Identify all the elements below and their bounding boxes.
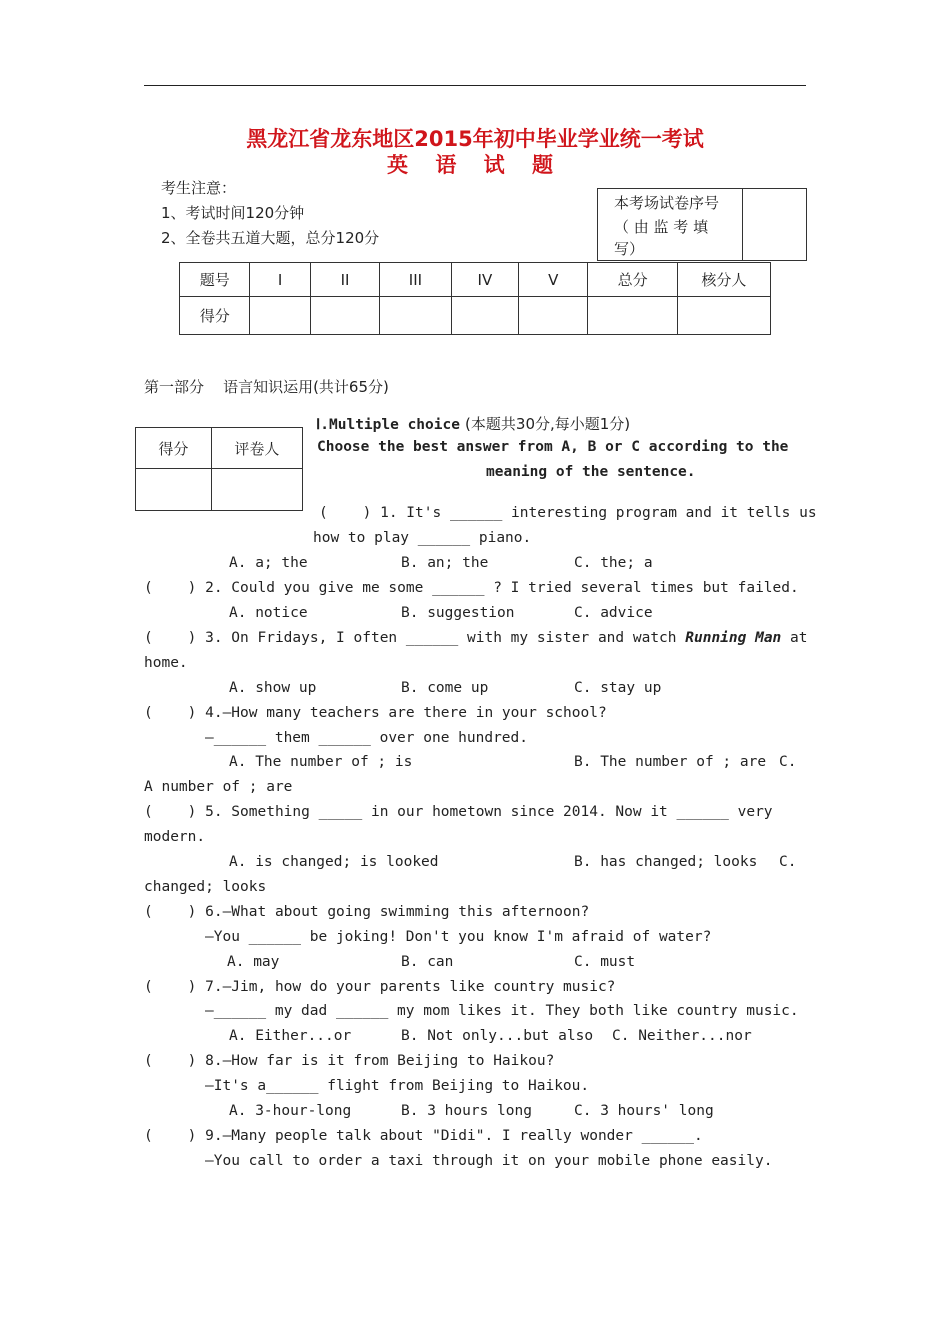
q2-option-a: A. notice bbox=[229, 605, 308, 621]
q7-option-a: A. Either...or bbox=[229, 1028, 352, 1044]
score-cell-iii[interactable] bbox=[380, 297, 451, 335]
q8-option-c: C. 3 hours' long bbox=[574, 1103, 714, 1119]
grader-cell-score[interactable] bbox=[136, 469, 212, 511]
notice-line-2: 2、全卷共五道大题，总分120分 bbox=[161, 229, 380, 247]
q4-stem: ( ) 4.—How many teachers are there in your school? bbox=[144, 705, 607, 721]
q2-stem: ( ) 2. Could you give me some ______ ? I tried several times but failed. bbox=[144, 580, 799, 596]
grader-header-score: 得分 bbox=[136, 428, 212, 469]
score-header-v: V bbox=[519, 263, 588, 297]
q4-option-c-mark: C. bbox=[779, 754, 797, 770]
q6-option-a: A. may bbox=[227, 954, 280, 970]
score-cell-ii[interactable] bbox=[310, 297, 379, 335]
notice-line-1: 1、考试时间120分钟 bbox=[161, 204, 305, 222]
seat-box-label-3: 写） bbox=[614, 240, 645, 258]
q5-option-c: changed; looks bbox=[144, 879, 267, 895]
score-header-checker: 核分人 bbox=[677, 263, 770, 297]
grader-header-grader: 评卷人 bbox=[211, 428, 302, 469]
section-note: (本题共30分,每小题1分) bbox=[465, 415, 631, 433]
q7-option-b: B. Not only...but also bbox=[401, 1028, 594, 1044]
instruction-line-2: meaning of the sentence. bbox=[486, 464, 696, 480]
q5-stem-cont: modern. bbox=[144, 829, 206, 845]
seat-box-label-1: 本考场试卷序号 bbox=[614, 194, 720, 212]
q6-stem: ( ) 6.—What about going swimming this afternoon? bbox=[144, 904, 590, 920]
q5-option-a: A. is changed; is looked bbox=[229, 854, 439, 870]
q7-stem: ( ) 7.—Jim, how do your parents like country music? bbox=[144, 979, 616, 995]
score-header-total: 总分 bbox=[588, 263, 677, 297]
q3-option-a: A. show up bbox=[229, 680, 317, 696]
q2-option-c: C. advice bbox=[574, 605, 653, 621]
score-cell-iv[interactable] bbox=[451, 297, 518, 335]
score-row-label: 得分 bbox=[180, 297, 250, 335]
instruction-line-1: Choose the best answer from A, B or C according to the bbox=[317, 439, 789, 455]
q7-option-c: C. Neither...nor bbox=[612, 1028, 752, 1044]
q8-answer-line: —It's a______ flight from Beijing to Haikou. bbox=[205, 1078, 590, 1094]
q3-stem-text: ( ) 3. On Fridays, I often ______ with my sister and watch bbox=[144, 630, 686, 646]
exam-subtitle: 英 语 试 题 bbox=[387, 153, 563, 177]
score-cell-checker[interactable] bbox=[677, 297, 770, 335]
header-rule bbox=[144, 85, 806, 86]
score-table bbox=[179, 262, 771, 335]
q3-stem bbox=[144, 630, 807, 646]
seat-box-label-2: （ 由 监 考 填 bbox=[614, 218, 709, 236]
q5-option-c-mark: C. bbox=[779, 854, 797, 870]
q6-option-b: B. can bbox=[401, 954, 454, 970]
q4-option-b: B. The number of ; are bbox=[574, 754, 767, 770]
seat-number-box bbox=[597, 188, 807, 261]
q6-option-c: C. must bbox=[574, 954, 636, 970]
q3-option-c: C. stay up bbox=[574, 680, 662, 696]
q3-option-b: B. come up bbox=[401, 680, 489, 696]
q8-stem: ( ) 8.—How far is it from Beijing to Haikou? bbox=[144, 1053, 555, 1069]
seat-box-divider bbox=[742, 189, 743, 260]
grader-cell-grader[interactable] bbox=[211, 469, 302, 511]
part1-heading: 第一部分 语言知识运用(共计65分) bbox=[144, 378, 389, 396]
q1-option-a: A. a; the bbox=[229, 555, 308, 571]
q5-option-b: B. has changed; looks bbox=[574, 854, 758, 870]
q3-show-title: Running Man bbox=[685, 630, 782, 646]
score-cell-total[interactable] bbox=[588, 297, 677, 335]
q1-option-b: B. an; the bbox=[401, 555, 489, 571]
score-header-iii: III bbox=[380, 263, 451, 297]
q3-stem-end: at bbox=[781, 630, 808, 646]
q5-stem: ( ) 5. Something _____ in our hometown since 2014. Now it ______ very bbox=[144, 804, 773, 820]
score-header-iv: IV bbox=[451, 263, 518, 297]
notice-heading: 考生注意： bbox=[161, 179, 237, 197]
q8-option-b: B. 3 hours long bbox=[401, 1103, 532, 1119]
q1-option-c: C. the; a bbox=[574, 555, 653, 571]
q9-answer-line: —You call to order a taxi through it on your mobile phone easily. bbox=[205, 1153, 773, 1169]
score-header-number: 题号 bbox=[180, 263, 250, 297]
section-title: Ⅰ.Multiple choice bbox=[316, 417, 460, 433]
q8-option-a: A. 3-hour-long bbox=[229, 1103, 352, 1119]
q4-answer-line: —______ them ______ over one hundred. bbox=[205, 730, 529, 746]
q1-stem-cont: how to play ______ piano. bbox=[313, 530, 532, 546]
q2-option-b: B. suggestion bbox=[401, 605, 515, 621]
q1-stem: ( ) 1. It's ______ interesting program and it tells us bbox=[319, 505, 817, 521]
q4-option-a: A. The number of ; is bbox=[229, 754, 413, 770]
grader-table bbox=[135, 427, 303, 511]
q9-stem: ( ) 9.—Many people talk about "Didi". I really wonder ______. bbox=[144, 1128, 703, 1144]
q3-stem-cont: home. bbox=[144, 655, 188, 671]
score-cell-i[interactable] bbox=[250, 297, 310, 335]
q4-option-c: A number of ; are bbox=[144, 779, 293, 795]
exam-title: 黑龙江省龙东地区2015年初中毕业学业统一考试 bbox=[246, 127, 704, 151]
score-header-i: I bbox=[250, 263, 310, 297]
score-cell-v[interactable] bbox=[519, 297, 588, 335]
score-header-ii: II bbox=[310, 263, 379, 297]
q6-answer-line: —You ______ be joking! Don't you know I'm afraid of water? bbox=[205, 929, 712, 945]
section-header bbox=[316, 413, 630, 434]
q7-answer-line: —______ my dad ______ my mom likes it. They both like country music. bbox=[205, 1003, 799, 1019]
